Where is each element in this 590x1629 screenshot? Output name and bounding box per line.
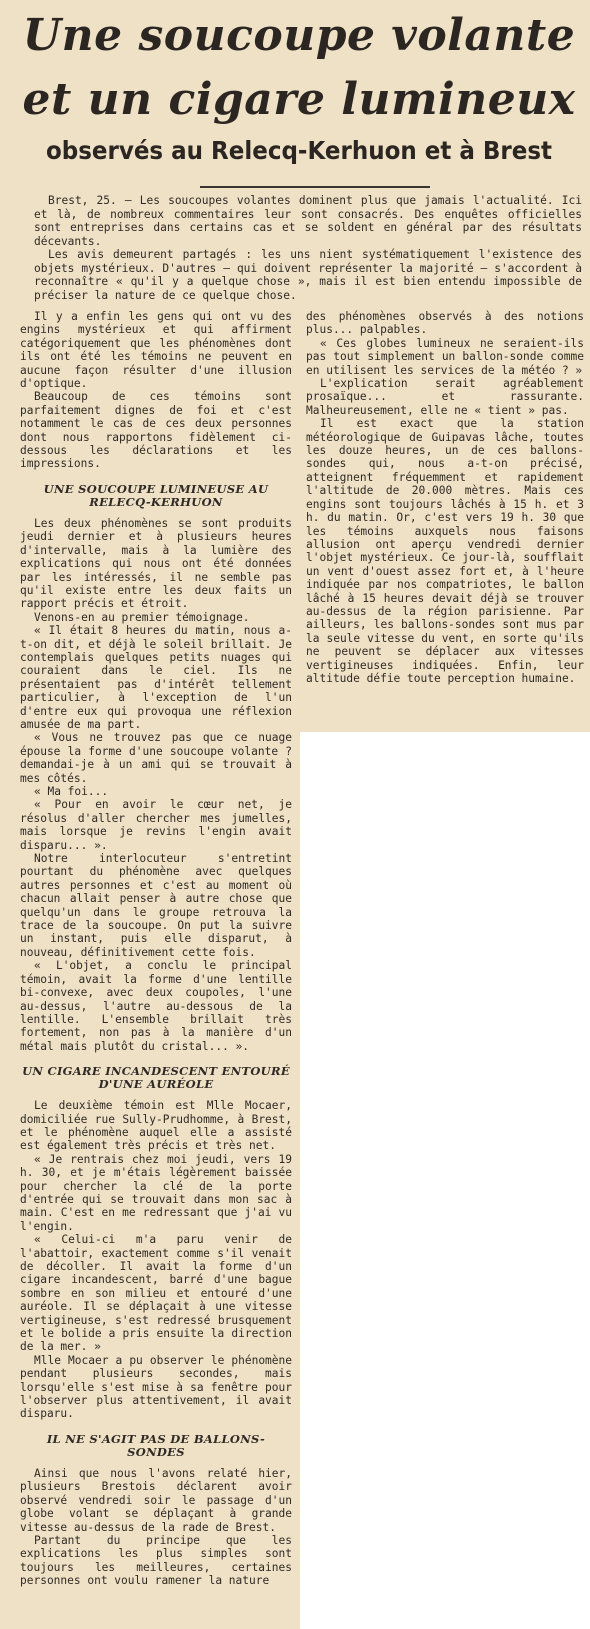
- lead-paragraph: Brest, 25. — Les soucoupes volantes dominent plus que jamais l'actualité. Ici et là, de nombreux commentaires leur sont consacrés. Des enquêtes officielles sont entreprises dans certains cas et se soldent en général par des résultats décevants.: [34, 194, 582, 248]
- section-heading-cigare: UN CIGARE INCANDESCENT ENTOURÉ D'UNE AURÉOLE: [22, 1064, 290, 1092]
- paragraph: Notre interlocuteur s'entretint pourtant du phénomène avec quelques autres personnes et c'est au moment où chacun allait penser à autre chose que quelqu'un dans le groupe retrouva la trace de la soucoupe. On put la suivre un instant, puis elle disparut, à nouveau, définitivement cette fois.: [20, 852, 292, 959]
- paragraph: Il y a enfin les gens qui ont vu des engins mystérieux et qui affirment catégoriquement que les phénomènes dont ils ont été les témoins ne peuvent en aucune façon résulter d'une illusion d'optique.: [20, 310, 292, 391]
- headline-line-2: et un cigare lumineux: [22, 74, 576, 125]
- paragraph: « Il était 8 heures du matin, nous a-t-on dit, et déjà le soleil brillait. Je contemplais quelques petits nuages qui couraient dans le ciel. Ils ne présentaient pas d'intérêt tellement particulier, à l'exception de l'un d'entre eux qui provoqua une réflexion amusée de ma part.: [20, 624, 292, 731]
- paragraph: « Ces globes lumineux ne seraient-ils pas tout simplement un ballon-sonde comme en utilisent les services de la météo ? »: [306, 336, 584, 377]
- paragraph: Il est exact que la station météorologique de Guipavas lâche, toutes les douze heures, un de ces ballons-sondes qui, nous a-t-on précisé, atteignent fréquemment et rapidement l'altitude de 20.000 mètres. Mais ces engins sont toujours lâchés à 15 h. et 3 h. du matin. Or, c'est vers 19 h. 30 que les témoins auxquels nous faisons allusion ont aperçu vendredi dernier l'objet mystérieux. Ce jour-là, soufflait un vent d'ouest assez fort et, à l'heure indiquée par nos compatriotes, le ballon lâché à 15 heures devait déjà se trouver au-dessus de la région parisienne. Par ailleurs, les ballons-sondes sont mus par la seule vitesse du vent, en sorte qu'ils ne peuvent se déplacer aux vitesses vertigineuses indiquées. Enfin, leur altitude défie toute perception humaine.: [306, 417, 584, 685]
- paragraph: Le deuxième témoin est Mlle Mocaer, domiciliée rue Sully-Prudhomme, à Brest, et le phénomène auquel elle a assisté est également très précis et très net.: [20, 1099, 292, 1153]
- paragraph: « Pour en avoir le cœur net, je résolus d'aller chercher mes jumelles, mais lorsque je revins l'engin avait disparu... ».: [20, 798, 292, 852]
- headline-rule: [200, 186, 430, 188]
- paragraph: Beaucoup de ces témoins sont parfaitement dignes de foi et c'est notamment le cas de ces deux personnes dont nous rapportons fidèlement ci-dessous les déclarations et les impressions.: [20, 390, 292, 471]
- paragraph: Ainsi que nous l'avons relaté hier, plusieurs Brestois déclarent avoir observé vendredi soir le passage d'un globe volant se déplaçant à grande vitesse au-dessus de la rade de Brest.: [20, 1466, 292, 1534]
- lead-paragraph: Les avis demeurent partagés : les uns nient systématiquement l'existence des objets mystérieux. D'autres — qui doivent représenter la majorité — s'accordent à reconnaître « qu'il y a quelque chose », mais il est bien entendu impossible de préciser la nature de ce quelque chose.: [34, 248, 582, 302]
- left-column: [20, 310, 292, 1625]
- headline-subtitle: observés au Relecq-Kerhuon et à Brest: [45, 136, 553, 165]
- paragraph: Venons-en au premier témoignage.: [34, 610, 250, 624]
- section-heading-ballons: IL NE S'AGIT PAS DE BALLONS-SONDES: [46, 1431, 266, 1459]
- section-heading-soucoupe: UNE SOUCOUPE LUMINEUSE AU RELECQ-KERHUON: [43, 481, 269, 509]
- paragraph: Les deux phénomènes se sont produits jeudi dernier et à plusieurs heures d'intervalle, mais à la lumière des explications qui nous ont été données par les intéressés, il ne semble pas qu'il existe entre les deux faits un rapport précis et étroit.: [20, 516, 292, 611]
- paragraph: Partant du principe que les explications les plus simples sont toujours les meilleures, certaines personnes ont voulu ramener la nature: [20, 1533, 292, 1588]
- paragraph: Mlle Mocaer a pu observer le phénomène pendant plusieurs secondes, mais lorsqu'elle s'est mise à sa fenêtre pour l'observer plus attentivement, il avait disparu.: [20, 1353, 292, 1421]
- paragraph: « Je rentrais chez moi jeudi, vers 19 h. 30, et je m'étais légèrement baissée pour chercher la clé de la porte d'entrée qui se trouvait dans mon sac à main. C'est en me redressant que j'ai vu l'engin.: [20, 1152, 292, 1233]
- paragraph: « Vous ne trouvez pas que ce nuage épouse la forme d'une soucoupe volante ? demandai-je à un ami qui se trouvait à mes côtés.: [20, 731, 292, 785]
- right-column: [306, 310, 584, 685]
- paragraph: « L'objet, a conclu le principal témoin, avait la forme d'une lentille bi-convexe, avec deux coupoles, l'une au-dessus, l'autre au-dessous de la lentille. L'ensemble brillait très fortement, non pas à la manière d'un métal mais plutôt du cristal... ».: [20, 959, 292, 1053]
- paragraph: « Celui-ci m'a paru venir de l'abattoir, exactement comme s'il venait de décoller. Il avait la forme d'un cigare incandescent, barré d'une bague sombre en son milieu et entouré d'une auréole. Il se déplaçait à une vitesse vertigineuse, s'est redressé brusquement et le bolide a pris ensuite la direction de la mer. »: [20, 1233, 292, 1354]
- paragraph: « Ma foi...: [34, 785, 109, 798]
- paragraph: L'explication serait agréablement prosaïque... et rassurante. Malheureusement, elle ne « tient » pas.: [306, 377, 584, 417]
- paragraph: des phénomènes observés à des notions plus... palpables.: [306, 310, 584, 337]
- lead-paragraphs: [34, 194, 582, 302]
- headline-line-1: Une soucoupe volante: [22, 10, 576, 61]
